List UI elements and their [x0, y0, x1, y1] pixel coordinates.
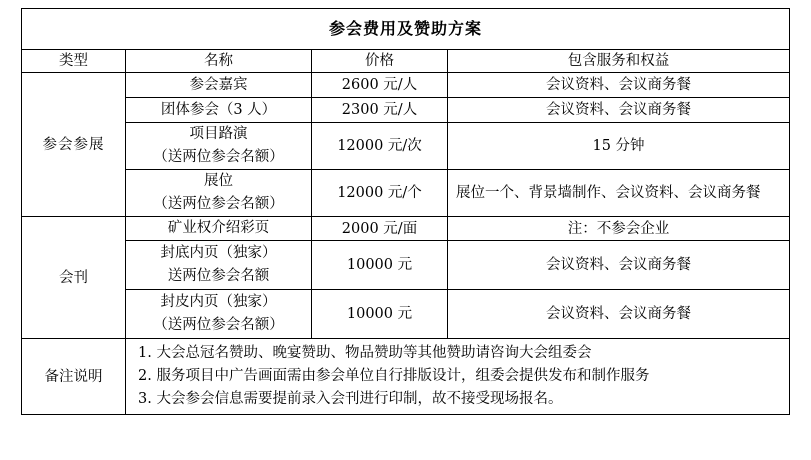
item-price: 10000 元 [312, 290, 448, 339]
item-price: 12000 元/次 [312, 123, 448, 170]
item-benefit: 展位一个、背景墙制作、会议资料、会议商务餐 [448, 170, 790, 217]
item-benefit: 注：不参会企业 [448, 217, 790, 241]
table-row [22, 170, 790, 217]
item-name: 矿业权介绍彩页 [126, 217, 312, 241]
item-name: 项目路演 （送两位参会名额） [126, 123, 312, 170]
item-benefit: 会议资料、会议商务餐 [448, 98, 790, 123]
category-cell: 会刊 [22, 217, 126, 339]
header-price: 价格 [312, 50, 448, 73]
table-row [22, 241, 790, 290]
header-benefits: 包含服务和权益 [448, 50, 790, 73]
item-price: 2600 元/人 [312, 73, 448, 98]
fee-table [21, 8, 790, 415]
item-name: 封底内页（独家） 送两位参会名额 [126, 241, 312, 290]
item-benefit: 15 分钟 [448, 123, 790, 170]
category-cell: 参会参展 [22, 73, 126, 217]
item-name: 参会嘉宾 [126, 73, 312, 98]
item-benefit: 会议资料、会议商务餐 [448, 290, 790, 339]
item-price: 2000 元/面 [312, 217, 448, 241]
header-name: 名称 [126, 50, 312, 73]
table-row [22, 98, 790, 123]
note-item: 2. 服务项目中广告画面需由参会单位自行排版设计，组委会提供发布和制作服务 [138, 368, 650, 384]
table-row [22, 73, 790, 98]
fee-table-container [21, 8, 789, 415]
table-title: 参会费用及赞助方案 [22, 9, 790, 50]
table-row [22, 123, 790, 170]
table-title-row [22, 9, 790, 50]
note-item: 3. 大会参会信息需要提前录入会刊进行印制，故不接受现场报名。 [138, 391, 563, 407]
header-row [22, 50, 790, 73]
item-name: 封皮内页（独家） （送两位参会名额） [126, 290, 312, 339]
notes-content [126, 339, 790, 415]
table-row [22, 217, 790, 241]
item-name: 团体参会（3 人） [126, 98, 312, 123]
notes-label: 备注说明 [22, 339, 126, 415]
item-price: 2300 元/人 [312, 98, 448, 123]
item-price: 12000 元/个 [312, 170, 448, 217]
item-benefit: 会议资料、会议商务餐 [448, 241, 790, 290]
note-item: 1. 大会总冠名赞助、晚宴赞助、物品赞助等其他赞助请咨询大会组委会 [138, 345, 592, 361]
header-type: 类型 [22, 50, 126, 73]
item-name: 展位 （送两位参会名额） [126, 170, 312, 217]
item-benefit: 会议资料、会议商务餐 [448, 73, 790, 98]
item-price: 10000 元 [312, 241, 448, 290]
notes-row [22, 339, 790, 415]
table-row [22, 290, 790, 339]
